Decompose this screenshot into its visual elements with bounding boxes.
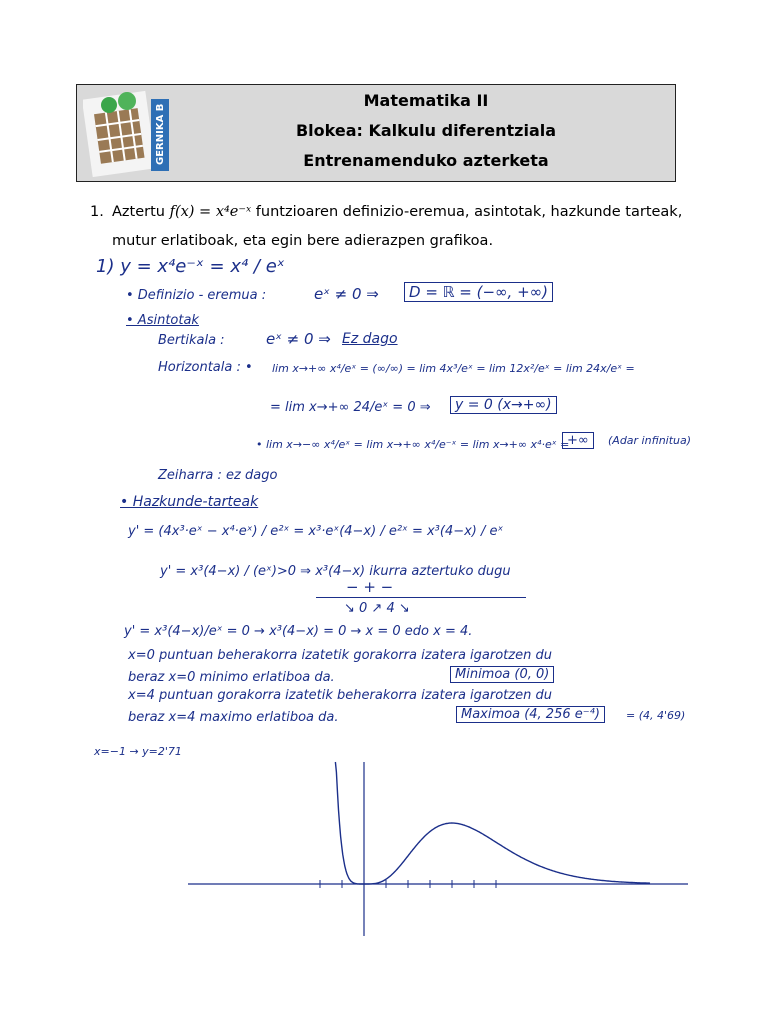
hw-max-result: Maximoa (4, 256 e⁻⁴) bbox=[456, 706, 605, 723]
hw-min-result: Minimoa (0, 0) bbox=[450, 666, 554, 683]
hw-max-approx: = (4, 4'69) bbox=[626, 709, 686, 722]
hw-asymptotes-label: • Asintotak bbox=[126, 313, 199, 328]
function-formula: f(x) = x⁴e⁻ˣ bbox=[169, 204, 252, 220]
hw-zero-eq: y' = x³(4−x)/eˣ = 0 → x³(4−x) = 0 → x = 0 edo x = 4. bbox=[124, 624, 473, 639]
document-subtitle: Blokea: Kalkulu diferentziala bbox=[295, 121, 557, 140]
hw-derivative1: y' = (4x³·eˣ − x⁴·eˣ) / e²ˣ = x³·eˣ(4−x) / e²ˣ = x³(4−x) / eˣ bbox=[128, 524, 504, 539]
hw-horizontal-result1: y = 0 (x→+∞) bbox=[450, 396, 557, 414]
logo-text: GERNIKA B bbox=[155, 103, 166, 165]
hw-max-text1: x=4 puntuan gorakorra izatetik beherakorra izatera igarotzen du bbox=[128, 688, 552, 703]
hw-horizontal-result2: +∞ bbox=[562, 432, 594, 449]
hw-horizontal-note: (Adar infinitua) bbox=[608, 434, 692, 447]
function-graph bbox=[180, 760, 700, 940]
hw-min-text2: beraz x=0 minimo erlatiboa da. bbox=[128, 670, 335, 685]
hw-oblique: Zeiharra : ez dago bbox=[158, 468, 278, 483]
hw-min-text1: x=0 puntuan beherakorra izatetik gorakorra izatera igarotzen du bbox=[128, 648, 552, 663]
question-number: 1. bbox=[90, 204, 104, 220]
header-box bbox=[76, 84, 676, 182]
hw-graph-note: x=−1 → y=2'71 bbox=[94, 745, 182, 758]
document-title: Matematika II bbox=[363, 91, 489, 110]
hw-sign-points: ↘ 0 ↗ 4 ↘ bbox=[344, 601, 410, 616]
hw-domain-result: D = ℝ = (−∞, +∞) bbox=[404, 282, 553, 302]
hw-horizontal-lim1: lim x→+∞ x⁴/eˣ = (∞/∞) = lim 4x³/eˣ = lim 12x²/eˣ = lim 24x/eˣ = bbox=[272, 362, 635, 375]
hw-max-text2: beraz x=4 maximo erlatiboa da. bbox=[128, 710, 339, 725]
function-curve bbox=[335, 762, 650, 884]
question-body: funtzioaren definizio-eremua, asintotak, hazkunde tarteak, mutur erlatiboak, eta egin bere adierazpen grafikoa. bbox=[112, 204, 683, 249]
hw-horizontal-lim2: = lim x→+∞ 24/eˣ = 0 ⇒ bbox=[270, 400, 431, 415]
hw-function: 1) y = x⁴e⁻ˣ = x⁴ / eˣ bbox=[96, 256, 285, 277]
hw-horizontal-label: Horizontala : • bbox=[158, 360, 253, 375]
hw-domain-cond: eˣ ≠ 0 ⇒ bbox=[314, 285, 379, 303]
hw-domain-label: • Definizio - eremua : bbox=[126, 288, 267, 303]
hw-horizontal-lim3: • lim x→−∞ x⁴/eˣ = lim x→+∞ x⁴/e⁻ˣ = lim x→+∞ x⁴·eˣ = bbox=[256, 438, 570, 451]
hw-vertical-result: Ez dago bbox=[342, 331, 398, 347]
hw-vertical-label: Bertikala : bbox=[158, 333, 225, 348]
hw-vertical-text: eˣ ≠ 0 ⇒ bbox=[266, 330, 331, 348]
school-logo bbox=[83, 89, 175, 177]
question-intro: Aztertu bbox=[112, 204, 170, 220]
hw-sign-line bbox=[316, 597, 526, 598]
hw-derivative2: y' = x³(4−x) / (eˣ)>0 ⇒ x³(4−x) ikurra aztertuko dugu bbox=[160, 564, 511, 579]
question-text bbox=[112, 198, 712, 256]
exam-type: Entrenamenduko azterketa bbox=[303, 151, 549, 170]
hw-sign-signs: − + − bbox=[346, 578, 394, 596]
hw-growth-label: • Hazkunde-tarteak bbox=[120, 494, 259, 510]
